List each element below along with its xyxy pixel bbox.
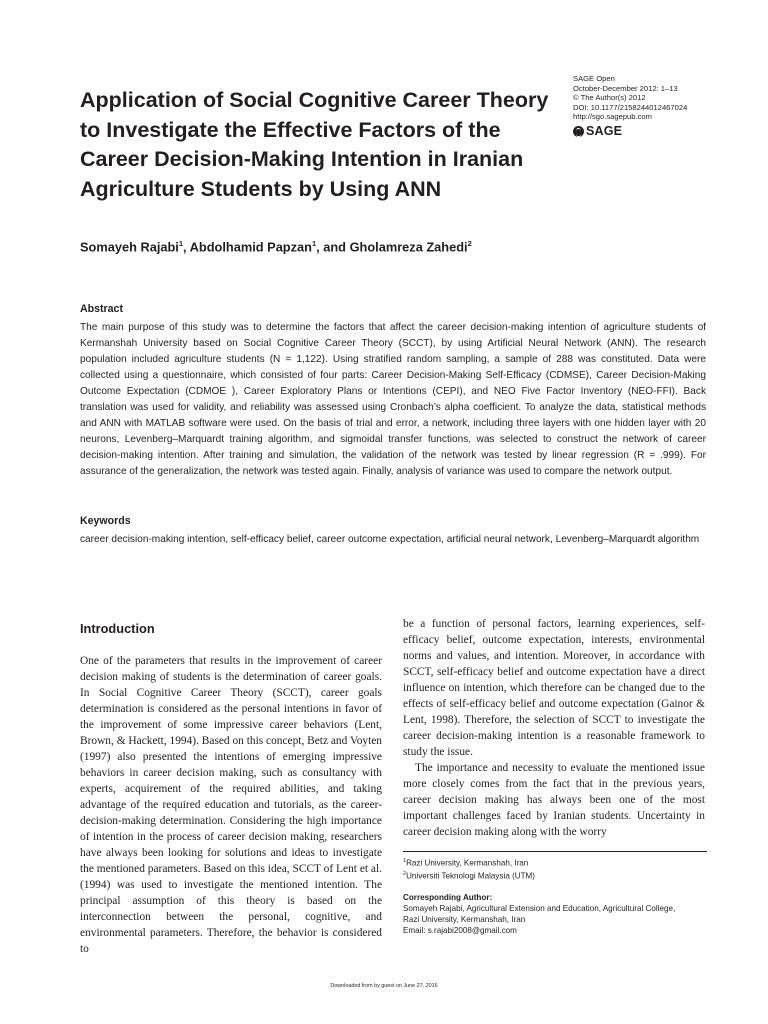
body-paragraph: One of the parameters that results in the improvement of career decision making of students is the determination of career goals. In Social Cognitive Career Theory (SCCT), career goals determination is considered as the personal intentions in favor of the improvement of some impressive career behaviors (Lent, Brown, & Hackett, 1994). Based on this concept, Betz and Voyten (1997) also presented the intentions of emerging impressive behaviors in career decision making, such as consultancy with experts, acquirement of the required abilities, and taking advantage of the required education and tutorials, as the career-decision-making determination. Considering the high importance of intention in the process of career decision making, researchers have always been looking for solutions and ideas to investigate the mentioned parameters. Based on this idea, SCCT of Lent et al. (1994) was used to investigate the mentioned intention. The principal assumption of this theory is based on the interconnection between the personal, cognitive, and environmental parameters. Therefore, the behavior is considered to (80, 655, 383, 955)
keywords-text: career decision-making intention, self-efficacy belief, career outcome expectation, artificial neural network, Levenberg–Marquardt algorithm (80, 534, 700, 545)
corresponding-author-email[interactable]: Email: s.rajabi2008@gmail.com (403, 925, 517, 935)
corresponding-author-heading: Corresponding Author: (403, 892, 493, 902)
body-column-right (403, 617, 705, 841)
journal-info (573, 74, 743, 138)
journal-name: SAGE Open (573, 74, 615, 83)
affiliation-text: Universiti Teknologi Malaysia (UTM) (406, 871, 535, 881)
body-column-left (80, 654, 382, 958)
keywords-heading: Keywords (80, 515, 131, 527)
author-affiliation-mark: 1 (311, 239, 317, 248)
journal-doi[interactable]: DOI: 10.1177/2158244012467024 (573, 102, 688, 112)
journal-copyright: © The Author(s) 2012 (573, 93, 646, 103)
author-list (80, 239, 700, 254)
journal-issue: October-December 2012: 1–13 (573, 83, 678, 93)
author-separator: , and (316, 239, 350, 255)
download-footer: Downloaded from by guest on June 27, 2016 (330, 983, 438, 989)
footnote-divider (403, 851, 707, 852)
sage-logo (573, 125, 743, 138)
introduction-heading: Introduction (80, 621, 155, 636)
author-affiliation-mark: 1 (178, 239, 184, 248)
article-title: Application of Social Cognitive Career Theory to Investigate the Effective Factors of the Career Decision-Making Intention in Iranian Agriculture Students by Using ANN (80, 88, 549, 201)
affiliation-text: Razi University, Kermanshah, Iran (406, 858, 529, 868)
corresponding-author-line: Somayeh Rajabi, Agricultural Extension and Education, Agricultural College, (403, 903, 676, 913)
affiliation-note (403, 869, 713, 882)
author-affiliation-mark: 2 (467, 239, 472, 248)
affiliation-number: 1 (403, 858, 407, 864)
journal-url[interactable]: http://sgo.sagepub.com (573, 112, 652, 122)
footnotes (403, 856, 713, 936)
corresponding-author-line: Razi University, Kermanshah, Iran (403, 914, 526, 924)
abstract-text: The main purpose of this study was to determine the factors that affect the career decision-making intention of agriculture students of Kermanshah University based on Social Cognitive Career Theory (SCCT), by using Artificial Neural Network (ANN). The research population included agriculture students (N = 1,122). Using stratified random sampling, a sample of 288 was constituted. Data were collected using a questionnaire, which consisted of four parts: Career Decision-Making Self-Efficacy (CDMSE), Career Decision-Making Outcome Expectation (CDMOE ), Career Exploratory Plans or Intentions (CEPI), and NEO Five Factor Inventory (NEO-FFI). Back translation was used for validity, and reliability was assessed using Cronbach’s alpha coefficient. To analyze the data, statistical methods and ANN with MATLAB software were used. On the basis of trial and error, a network, including three layers with one hidden layer with 20 neurons, Levenberg–Marquardt training algorithm, and sigmoidal transfer functions, was selected to construct the network of career decision-making intention. After training and simulation, the validation of the network was tested by linear regression (R = .999). For assurance of the generalization, the network was tested again. Finally, analysis of variance was used to compare the network output. (80, 322, 706, 477)
abstract-heading: Abstract (80, 303, 123, 315)
sage-logo-icon (573, 126, 584, 137)
author-name: Somayeh Rajabi (80, 239, 179, 255)
author-separator: , (183, 239, 190, 255)
body-paragraph: The importance and necessity to evaluate the mentioned issue more closely comes from the fact that in the previous years, career decision making has always been one of the most important challenges faced by Iranian students. Uncertainty in career decision making along with the worry (403, 761, 705, 838)
author-name: Abdolhamid Papzan (189, 239, 312, 255)
body-paragraph: be a function of personal factors, learning experiences, self-efficacy belief, outcome expectation, interests, environmental norms and values, and intention. Moreover, in accordance with SCCT, self-efficacy belief and outcome expectation have a direct influence on intention, which therefore can be changed due to the effects of self-efficacy belief and outcome expectation (Gainor & Lent, 1998). Therefore, the selection of SCCT to investigate the career decision-making intention is a reasonable framework to study the issue. (403, 618, 705, 758)
sage-logo-text: SAGE (586, 123, 623, 138)
author-name: Gholamreza Zahedi (349, 239, 468, 255)
affiliation-number: 2 (403, 870, 407, 877)
affiliation-note (403, 856, 713, 869)
